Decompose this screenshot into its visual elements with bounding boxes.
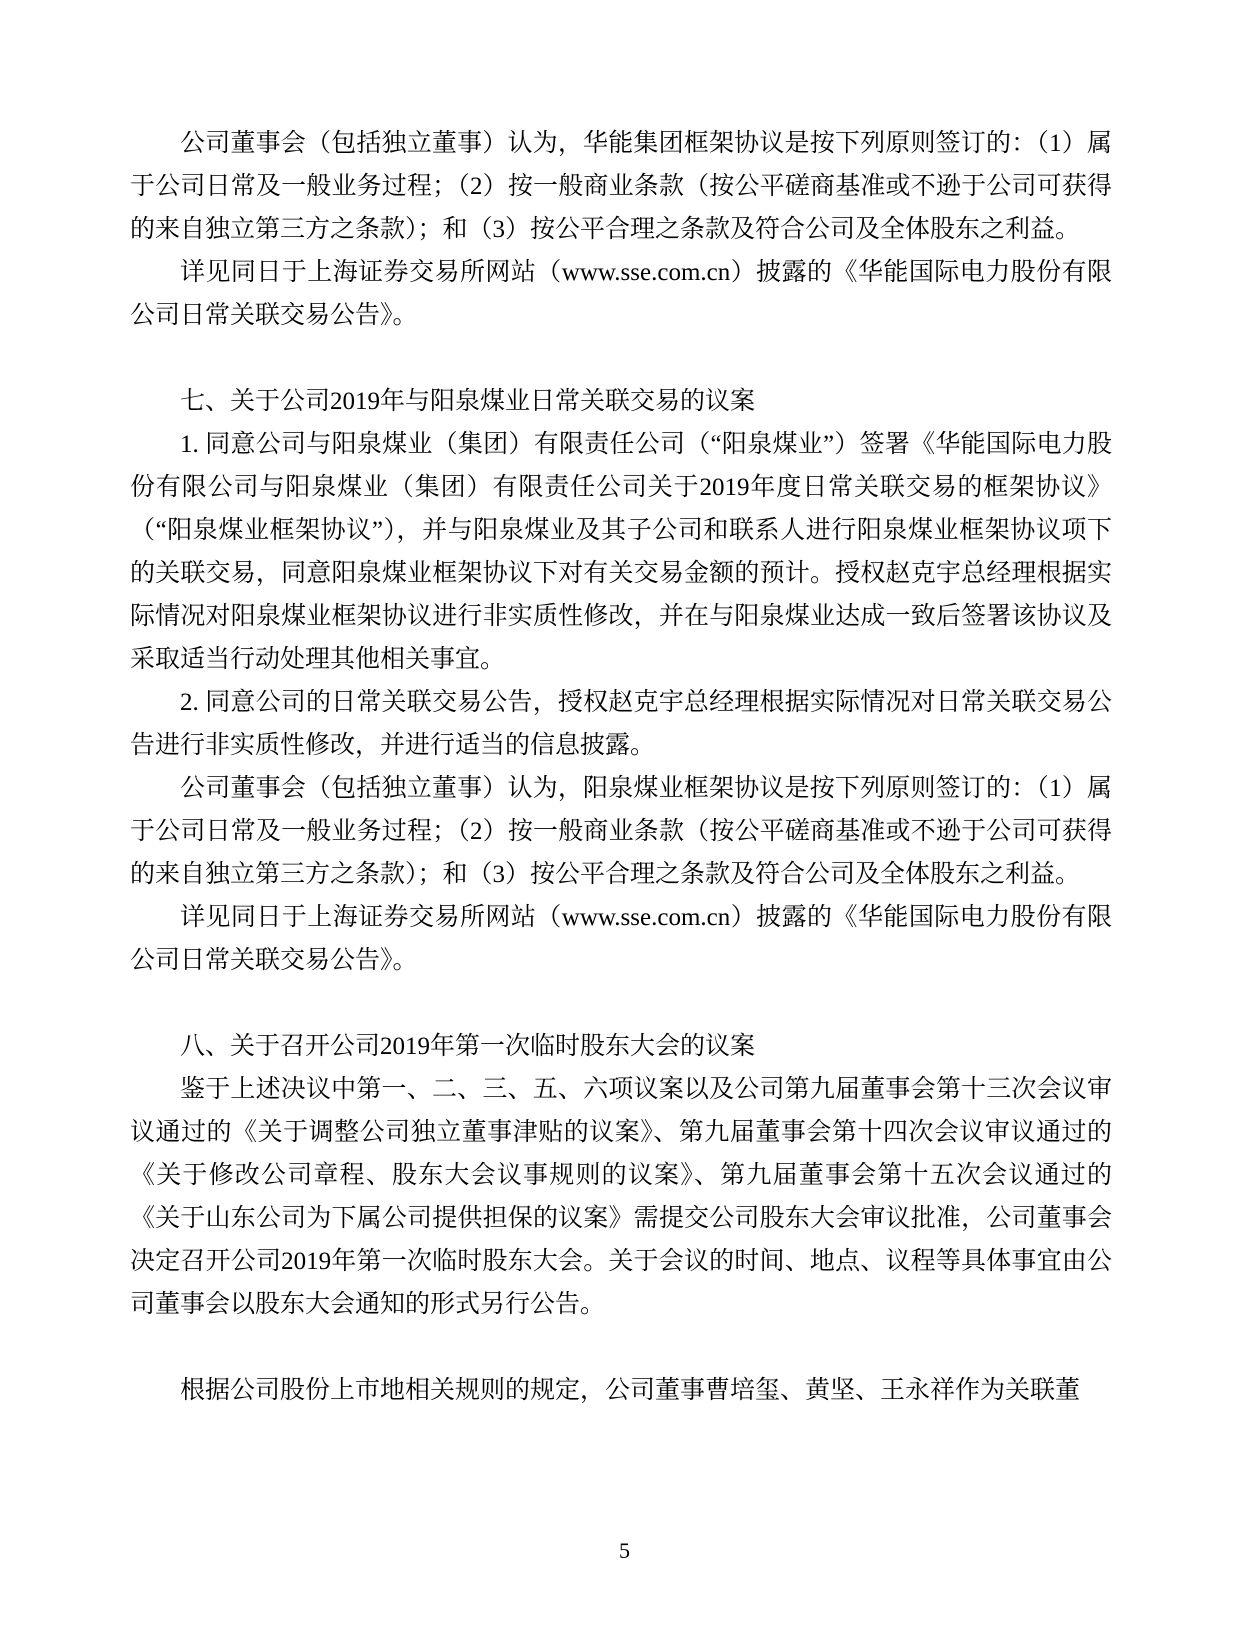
section-heading: 八、关于召开公司2019年第一次临时股东大会的议案 [180, 1033, 756, 1060]
paragraph: 鉴于上述决议中第一、二、三、五、六项议案以及公司第九届董事会第十三次会议审议通过的《关于调整公司独立董事津贴的议案》、第九届董事会第十四次会议审议通过的《关于修改公司章程、股东大会议事规则的议案》、第九届董事会第十五次会议通过的《关于山东公司为下属公司提供担保的议案》需提交公司股东大会审议批准，公司董事会决定召开公司2019年第一次临时股东大会。关于会议的时间、地点、议程等具体事宜由公司董事会以股东大会通知的形式另行公告。 [130, 1076, 1112, 1318]
paragraph: 公司董事会（包括独立董事）认为，阳泉煤业框架协议是按下列原则签订的：（1）属于公司日常及一般业务过程；（2）按一般商业条款（按公平磋商基准或不逊于公司可获得的来自独立第三方之条款）；和（3）按公平合理之条款及符合公司及全体股东之利益。 [130, 775, 1112, 888]
paragraph: 根据公司股份上市地相关规则的规定，公司董事曹培玺、黄坚、王永祥作为关联董 [180, 1377, 1081, 1404]
page-number: 5 [619, 1538, 630, 1563]
paragraph-spacer [130, 1326, 1112, 1369]
section-heading: 七、关于公司2019年与阳泉煤业日常关联交易的议案 [180, 388, 756, 415]
paragraph: 详见同日于上海证券交易所网站（www.sse.com.cn）披露的《华能国际电力股份有限公司日常关联交易公告》。 [130, 259, 1112, 329]
paragraph: 公司董事会（包括独立董事）认为，华能集团框架协议是按下列原则签订的：（1）属于公司日常及一般业务过程；（2）按一般商业条款（按公平磋商基准或不逊于公司可获得的来自独立第三方之条款）；和（3）按公平合理之条款及符合公司及全体股东之利益。 [130, 130, 1112, 243]
paragraph-spacer [130, 982, 1112, 1025]
page-footer [0, 1536, 1249, 1566]
document-body [130, 122, 1112, 1412]
paragraph: 1. 同意公司与阳泉煤业（集团）有限责任公司（“阳泉煤业”）签署《华能国际电力股份有限公司与阳泉煤业（集团）有限责任公司关于2019年度日常关联交易的框架协议》（“阳泉煤业框架协议”），并与阳泉煤业及其子公司和联系人进行阳泉煤业框架协议项下的关联交易，同意阳泉煤业框架协议下对有关交易金额的预计。授权赵克宇总经理根据实际情况对阳泉煤业框架协议进行非实质性修改，并在与阳泉煤业达成一致后签署该协议及采取适当行动处理其他相关事宜。 [130, 431, 1112, 673]
paragraph: 2. 同意公司的日常关联交易公告，授权赵克宇总经理根据实际情况对日常关联交易公告进行非实质性修改，并进行适当的信息披露。 [130, 689, 1112, 759]
paragraph: 详见同日于上海证券交易所网站（www.sse.com.cn）披露的《华能国际电力股份有限公司日常关联交易公告》。 [130, 904, 1112, 974]
paragraph-spacer [130, 337, 1112, 380]
